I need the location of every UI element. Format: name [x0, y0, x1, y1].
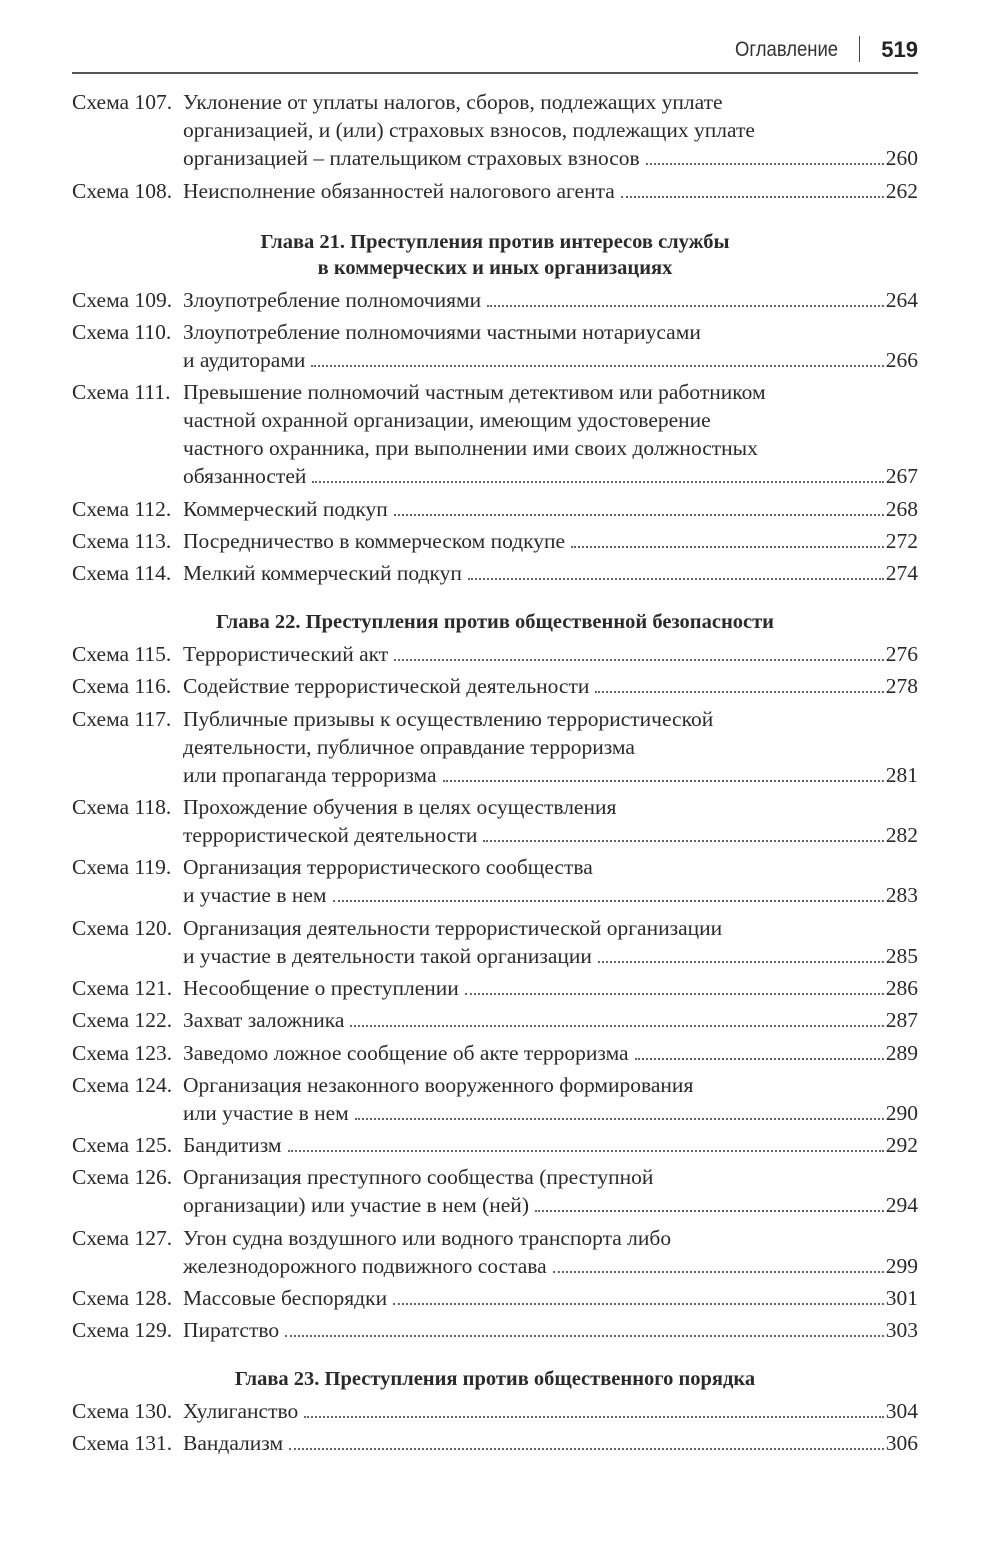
scheme-title: Публичные призывы к осуществлению террористической — [183, 706, 714, 731]
scheme-title: частной охранной организации, имеющим удостоверение — [183, 408, 711, 433]
toc-entry-line — [72, 853, 918, 881]
toc-entry[interactable] — [72, 1429, 918, 1457]
table-of-contents — [72, 84, 918, 1457]
scheme-number: Схема 117. — [72, 706, 172, 731]
toc-page-number: 303 — [885, 1318, 918, 1343]
dot-leader — [312, 462, 883, 483]
scheme-title: Злоупотребление полномочиями частными нотариусами — [183, 320, 701, 345]
scheme-number: Схема 108. — [72, 178, 173, 203]
scheme-title: обязанностей — [183, 464, 307, 489]
scheme-title: или пропаганда терроризма — [183, 762, 437, 787]
toc-entry-line — [72, 495, 918, 523]
scheme-number: Схема 130. — [72, 1399, 173, 1424]
dot-leader — [535, 1191, 884, 1212]
scheme-title: Террористический акт — [183, 642, 389, 667]
scheme-title: террористической деятельности — [183, 823, 478, 848]
toc-entry-line — [72, 733, 918, 761]
toc-page-number: 289 — [885, 1040, 918, 1065]
toc-entry[interactable] — [72, 1397, 918, 1425]
toc-entry-line — [72, 1316, 918, 1344]
toc-entry[interactable] — [72, 1039, 918, 1067]
toc-page-number: 278 — [885, 674, 918, 699]
scheme-number: Схема 127. — [72, 1225, 173, 1250]
dot-leader — [350, 1006, 883, 1027]
scheme-title: Организация незаконного вооруженного формирования — [183, 1072, 694, 1097]
scheme-number: Схема 109. — [72, 287, 173, 312]
dot-leader — [621, 177, 884, 198]
scheme-title: Массовые беспорядки — [183, 1286, 388, 1311]
toc-page-number: 281 — [885, 762, 918, 787]
scheme-number: Схема 122. — [72, 1008, 173, 1033]
toc-entry-line — [72, 1397, 918, 1425]
toc-entry-line — [72, 672, 918, 700]
toc-entry-line — [72, 462, 918, 490]
toc-entry-line — [72, 1284, 918, 1312]
dot-leader — [304, 1397, 884, 1418]
toc-page-number: 266 — [885, 348, 918, 373]
toc-entry-line — [72, 881, 918, 909]
dot-leader — [443, 761, 884, 782]
scheme-number: Схема 119. — [72, 855, 172, 880]
dot-leader — [483, 821, 883, 842]
scheme-number: Схема 126. — [72, 1165, 173, 1190]
chapter-heading-line: Глава 22. Преступления против общественной безопасности — [216, 611, 774, 634]
toc-entry-line — [72, 346, 918, 374]
toc-entry-line — [72, 406, 918, 434]
scheme-number: Схема 112. — [72, 496, 172, 521]
scheme-title: Бандитизм — [183, 1133, 282, 1158]
scheme-title: или участие в нем — [183, 1100, 349, 1125]
toc-entry[interactable] — [72, 1131, 918, 1159]
toc-entry-line — [72, 821, 918, 849]
toc-entry-line — [72, 559, 918, 587]
chapter-heading — [72, 609, 918, 636]
toc-page-number: 287 — [885, 1008, 918, 1033]
scheme-number: Схема 125. — [72, 1133, 173, 1158]
scheme-title: Хулиганство — [183, 1399, 299, 1424]
dot-leader — [285, 1316, 884, 1337]
scheme-title: Заведомо ложное сообщение об акте терроризма — [183, 1040, 629, 1065]
toc-entry-line — [72, 1099, 918, 1127]
toc-page-number: 274 — [885, 561, 918, 586]
toc-entry-line — [72, 116, 918, 144]
toc-page-number: 264 — [885, 287, 918, 312]
scheme-number: Схема 107. — [72, 90, 173, 115]
toc-entry-line — [72, 640, 918, 668]
toc-entry-line — [72, 1163, 918, 1191]
scheme-title: и участие в нем — [183, 883, 327, 908]
scheme-number: Схема 121. — [72, 975, 173, 1000]
scheme-number: Схема 110. — [72, 320, 172, 345]
toc-page-number: 304 — [885, 1399, 918, 1424]
dot-leader — [465, 974, 884, 995]
scheme-title: Посредничество в коммерческом подкупе — [183, 529, 566, 554]
scheme-title: Прохождение обучения в целях осуществления — [183, 795, 617, 820]
toc-page-number: 285 — [885, 943, 918, 968]
toc-page-number: 276 — [885, 642, 918, 667]
toc-page-number: 283 — [885, 883, 918, 908]
dot-leader — [468, 559, 884, 580]
toc-page-number: 262 — [885, 178, 918, 203]
scheme-number: Схема 131. — [72, 1431, 173, 1456]
scheme-number: Схема 116. — [72, 674, 172, 699]
toc-entry[interactable] — [72, 705, 918, 789]
chapter-heading — [72, 1366, 918, 1393]
chapter-heading-line: в коммерческих и иных организациях — [317, 257, 673, 280]
toc-entry-line — [72, 1224, 918, 1252]
scheme-title: Вандализм — [183, 1431, 284, 1456]
toc-entry[interactable] — [72, 1071, 918, 1127]
toc-entry-line — [72, 378, 918, 406]
toc-entry[interactable] — [72, 495, 918, 523]
scheme-number: Схема 129. — [72, 1318, 173, 1343]
scheme-number: Схема 123. — [72, 1040, 173, 1065]
scheme-title: Угон судна воздушного или водного транспорта либо — [183, 1225, 672, 1250]
toc-entry-line — [72, 914, 918, 942]
dot-leader — [333, 881, 884, 902]
toc-page-number: 301 — [885, 1286, 918, 1311]
chapter-heading-line: Глава 21. Преступления против интересов службы — [260, 230, 730, 253]
scheme-number: Схема 120. — [72, 915, 173, 940]
dot-leader — [355, 1099, 884, 1120]
dot-leader — [393, 1284, 884, 1305]
scheme-title: Превышение полномочий частным детективом или работником — [183, 380, 766, 405]
toc-entry[interactable] — [72, 793, 918, 849]
toc-entry-line — [72, 318, 918, 346]
scheme-title: организацией – плательщиком страховых взносов — [183, 146, 640, 171]
scheme-title: Злоупотребление полномочиями — [183, 287, 482, 312]
toc-page-number: 294 — [885, 1193, 918, 1218]
dot-leader — [595, 672, 883, 693]
toc-page-number: 290 — [885, 1100, 918, 1125]
scheme-title: железнодорожного подвижного состава — [183, 1253, 547, 1278]
toc-entry-line — [72, 761, 918, 789]
toc-entry-line — [72, 527, 918, 555]
toc-entry-line — [72, 1039, 918, 1067]
scheme-title: Мелкий коммерческий подкуп — [183, 561, 462, 586]
toc-entry[interactable] — [72, 974, 918, 1002]
toc-page-number: 306 — [885, 1431, 918, 1456]
scheme-title: деятельности, публичное оправдание терроризма — [183, 734, 635, 759]
running-header — [72, 34, 918, 74]
scheme-number: Схема 128. — [72, 1286, 173, 1311]
dot-leader — [646, 144, 884, 165]
toc-entry[interactable] — [72, 527, 918, 555]
dot-leader — [635, 1039, 884, 1060]
dot-leader — [487, 286, 884, 307]
toc-entry-line — [72, 1191, 918, 1219]
toc-page-number: 260 — [885, 146, 918, 171]
toc-entry[interactable] — [72, 177, 918, 205]
toc-entry[interactable] — [72, 318, 918, 374]
toc-entry-line — [72, 88, 918, 116]
toc-entry[interactable] — [72, 286, 918, 314]
toc-entry-line — [72, 177, 918, 205]
toc-entry[interactable] — [72, 1163, 918, 1219]
toc-page-number: 292 — [885, 1133, 918, 1158]
toc-page-number: 282 — [885, 823, 918, 848]
toc-page-number: 267 — [885, 464, 918, 489]
dot-leader — [288, 1131, 884, 1152]
scheme-number: Схема 114. — [72, 561, 172, 586]
toc-entry[interactable] — [72, 88, 918, 172]
dot-leader — [394, 495, 884, 516]
dot-leader — [289, 1429, 884, 1450]
running-header-title: Оглавление — [734, 38, 838, 61]
scheme-number: Схема 124. — [72, 1072, 173, 1097]
page-number: 519 — [881, 37, 918, 62]
toc-entry[interactable] — [72, 1316, 918, 1344]
scheme-title: частного охранника, при выполнении ими своих должностных — [183, 436, 758, 461]
toc-entry[interactable] — [72, 672, 918, 700]
scheme-title: Организация террористического сообщества — [183, 855, 593, 880]
dot-leader — [553, 1252, 884, 1273]
toc-entry-line — [72, 974, 918, 1002]
toc-entry-line — [72, 1131, 918, 1159]
chapter-heading — [72, 229, 918, 282]
toc-entry[interactable] — [72, 559, 918, 587]
toc-entry[interactable] — [72, 640, 918, 668]
toc-entry-line — [72, 1252, 918, 1280]
dot-leader — [571, 527, 884, 548]
toc-page-number: 286 — [885, 975, 918, 1000]
toc-page-number: 268 — [885, 496, 918, 521]
toc-entry-line — [72, 434, 918, 462]
scheme-title: Коммерческий подкуп — [183, 496, 388, 521]
toc-entry-line — [72, 144, 918, 172]
toc-entry[interactable] — [72, 914, 918, 970]
scheme-title: организацией, и (или) страховых взносов, подлежащих уплате — [183, 118, 755, 143]
toc-entry[interactable] — [72, 1224, 918, 1280]
scheme-title: Захват заложника — [183, 1008, 345, 1033]
toc-entry[interactable] — [72, 1006, 918, 1034]
toc-entry-line — [72, 1429, 918, 1457]
dot-leader — [311, 346, 883, 367]
scheme-title: Содействие террористической деятельности — [183, 674, 590, 699]
toc-entry-line — [72, 1006, 918, 1034]
dot-leader — [598, 942, 884, 963]
toc-entry-line — [72, 1071, 918, 1099]
scheme-title: Неисполнение обязанностей налогового агента — [183, 178, 615, 203]
scheme-title: и аудиторами — [183, 348, 306, 373]
scheme-number: Схема 113. — [72, 529, 172, 554]
scheme-title: Организация преступного сообщества (преступной — [183, 1165, 654, 1190]
scheme-title: организации) или участие в нем (ней) — [183, 1193, 529, 1218]
toc-entry[interactable] — [72, 853, 918, 909]
scheme-title: Несообщение о преступлении — [183, 975, 459, 1000]
toc-entry-line — [72, 286, 918, 314]
scheme-title: Пиратство — [183, 1318, 280, 1343]
header-separator — [859, 36, 861, 62]
toc-entry-line — [72, 705, 918, 733]
toc-page-number: 272 — [885, 529, 918, 554]
scheme-title: и участие в деятельности такой организации — [183, 943, 592, 968]
scheme-title: Организация деятельности террористической организации — [183, 915, 723, 940]
scheme-number: Схема 118. — [72, 795, 172, 820]
scheme-title: Уклонение от уплаты налогов, сборов, подлежащих уплате — [183, 90, 723, 115]
toc-entry-line — [72, 793, 918, 821]
chapter-heading-line: Глава 23. Преступления против общественного порядка — [234, 1368, 756, 1391]
toc-entry[interactable] — [72, 1284, 918, 1312]
scheme-number: Схема 115. — [72, 642, 172, 667]
toc-entry-line — [72, 942, 918, 970]
scheme-number: Схема 111. — [72, 380, 171, 405]
toc-page-number: 299 — [885, 1253, 918, 1278]
dot-leader — [394, 640, 884, 661]
toc-entry[interactable] — [72, 378, 918, 490]
